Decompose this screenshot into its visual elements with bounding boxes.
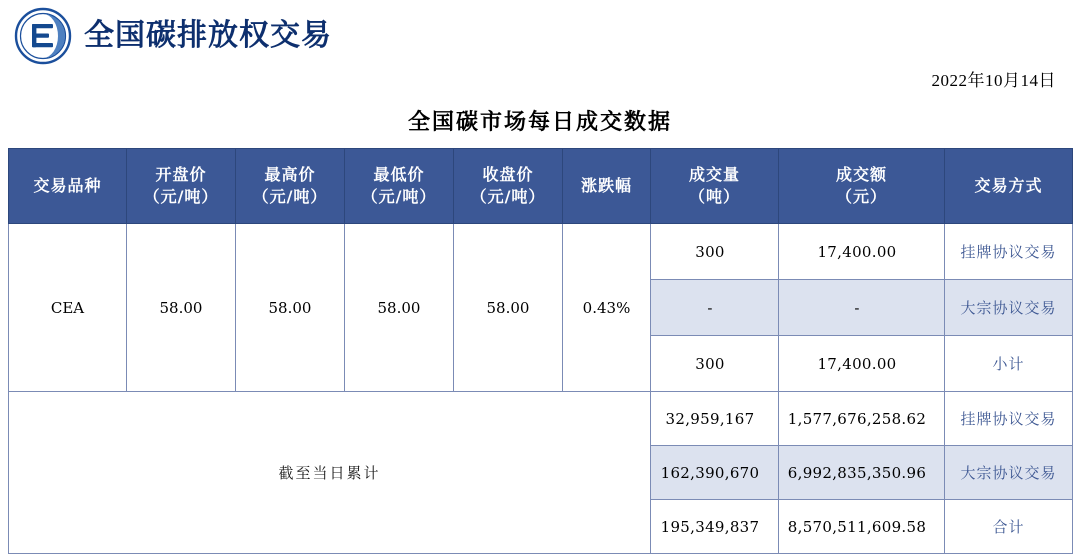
column-header-amount: [779, 149, 945, 224]
column-header-unit: （吨）: [688, 187, 740, 206]
column-header-open: [127, 149, 236, 224]
column-header-line: 收盘价: [482, 165, 534, 185]
page-title: 全国碳市场每日成交数据: [407, 109, 672, 135]
column-header-unit: （元/吨）: [143, 187, 219, 206]
cell-volume: 300: [651, 336, 779, 392]
cell-trade-method: 挂牌协议交易: [945, 392, 1073, 446]
column-header-close: [454, 149, 563, 224]
column-header-line: 交易品种: [33, 176, 102, 196]
column-header-line: 最低价: [373, 165, 425, 185]
column-header-low: [345, 149, 454, 224]
report-date: 2022年10月14日: [931, 71, 1056, 90]
cell-cumulative-label: 截至当日累计: [9, 392, 651, 554]
cell-trade-method: 大宗协议交易: [945, 446, 1073, 500]
cell-trade-method: 小计: [945, 336, 1073, 392]
column-header-line: 成交量: [688, 165, 740, 185]
cell-trade-method: 挂牌协议交易: [945, 224, 1073, 280]
brand-title: 全国碳排放权交易: [84, 18, 332, 53]
column-header-line: 交易方式: [974, 176, 1043, 196]
cell-trade-method: 合计: [945, 500, 1073, 554]
table-row: [9, 224, 1073, 280]
column-header-change: [563, 149, 651, 224]
cell-close-price: 58.00: [454, 224, 563, 392]
cell-volume: 300: [651, 224, 779, 280]
cell-amount: 1,577,676,258.62: [779, 392, 945, 446]
cell-low-price: 58.00: [345, 224, 454, 392]
cell-amount: 6,992,835,350.96: [779, 446, 945, 500]
cell-volume: 32,959,167: [651, 392, 779, 446]
cell-amount: -: [779, 280, 945, 336]
column-header-line: 最高价: [264, 165, 316, 185]
cell-trade-method: 大宗协议交易: [945, 280, 1073, 336]
column-header-unit: （元）: [835, 187, 887, 206]
column-header-product: [9, 149, 127, 224]
column-header-high: [236, 149, 345, 224]
cell-amount: 17,400.00: [779, 336, 945, 392]
column-header-line: 涨跌幅: [580, 176, 632, 196]
column-header-line: 成交额: [835, 165, 887, 185]
cell-high-price: 58.00: [236, 224, 345, 392]
column-header-volume: [651, 149, 779, 224]
table-row: [9, 392, 1073, 446]
cell-open-price: 58.00: [127, 224, 236, 392]
emblem-logo-icon: [14, 7, 72, 65]
daily-trading-table: [8, 148, 1073, 554]
cell-change-rate: 0.43%: [563, 224, 651, 392]
cell-volume: -: [651, 280, 779, 336]
column-header-unit: （元/吨）: [361, 187, 437, 206]
cell-product: CEA: [9, 224, 127, 392]
cell-amount: 8,570,511,609.58: [779, 500, 945, 554]
table-header-row: [9, 149, 1073, 224]
page-header: [0, 0, 1080, 64]
column-header-line: 开盘价: [155, 165, 207, 185]
column-header-unit: （元/吨）: [252, 187, 328, 206]
cell-volume: 195,349,837: [651, 500, 779, 554]
column-header-unit: （元/吨）: [470, 187, 546, 206]
cell-amount: 17,400.00: [779, 224, 945, 280]
column-header-method: [945, 149, 1073, 224]
cell-volume: 162,390,670: [651, 446, 779, 500]
